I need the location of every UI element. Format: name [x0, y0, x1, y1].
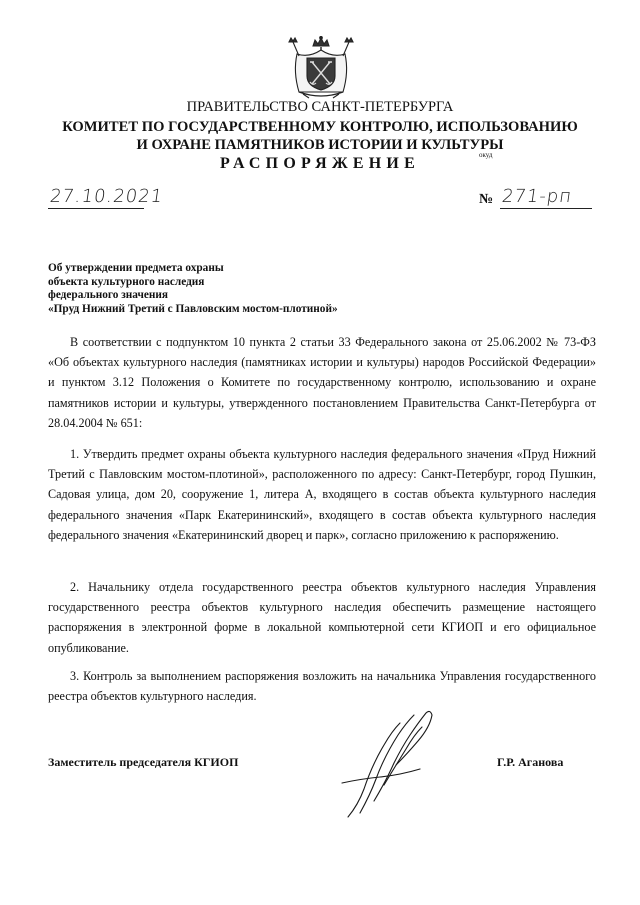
order-item-3: 3. Контроль за выполнением распоряжения возложить на начальника Управления государственного реестра объектов культурного наследия. — [48, 669, 596, 704]
order-item-2: 2. Начальнику отдела государственного реестра объектов культурного наследия Управления государственного реестра объектов культурного наследия обеспечить размещение настоящего распоряжения в электронной форме в локальной компьютерной сети КГИОП и его официальное опубликование. — [48, 580, 596, 655]
government-title: ПРАВИТЕЛЬСТВО САНКТ-ПЕТЕРБУРГА — [186, 99, 454, 115]
committee-title-line2: И ОХРАНЕ ПАМЯТНИКОВ ИСТОРИИ И КУЛЬТУРЫ — [136, 137, 504, 153]
document-number: 271-рп — [500, 186, 574, 207]
document-subject — [48, 262, 338, 316]
subject-line: Об утверждении предмета охраны — [48, 262, 224, 274]
signer-position: Заместитель председателя КГИОП — [48, 755, 239, 769]
committee-title-line1: КОМИТЕТ ПО ГОСУДАРСТВЕННОМУ КОНТРОЛЮ, ИСПОЛЬЗОВАНИЮ — [62, 119, 578, 135]
document-number-field — [500, 186, 592, 209]
okud-label: окуд — [479, 151, 493, 159]
subject-line: федерального значения — [48, 289, 168, 301]
committee-title — [40, 118, 600, 154]
preamble-paragraph: В соответствии с подпунктом 10 пункта 2 статьи 33 Федерального закона от 25.06.2002 № 73-ФЗ «Об объектах культурного наследия (памятниках истории и культуры) народов Российской Федерации» и пунктом 3.12 Положения о Комитете по государственному контролю, использованию и охране памятников истории и культуры, утвержденного постановлением Правительства Санкт-Петербурга от 28.04.2004 № 651: — [48, 335, 596, 430]
number-mark: № — [479, 192, 494, 207]
coat-of-arms-icon — [283, 36, 359, 100]
order-item-1: 1. Утвердить предмет охраны объекта культурного наследия федерального значения «Пруд Нижний Третий с Павловским мостом-плотиной», расположенного по адресу: Санкт-Петербург, город Пушкин, Садовая улица, дом 20, сооружение 1, литера А, входящего в состав объекта культурного наследия федерального значения «Парк Екатерининский», входящего в состав объекта культурного наследия федерального значения «Екатерининский дворец и парк», согласно приложению к распоряжению. — [48, 447, 596, 542]
subject-line: объекта культурного наследия — [48, 275, 205, 288]
document-date: 27.10.2021 — [48, 186, 165, 207]
signature-icon — [340, 705, 450, 825]
signer-name: Г.Р. Аганова — [497, 755, 564, 769]
document-date-field — [48, 186, 165, 209]
document-type: РАСПОРЯЖЕНИЕ — [220, 155, 420, 172]
subject-line: «Пруд Нижний Третий с Павловским мостом-плотиной» — [48, 302, 338, 315]
